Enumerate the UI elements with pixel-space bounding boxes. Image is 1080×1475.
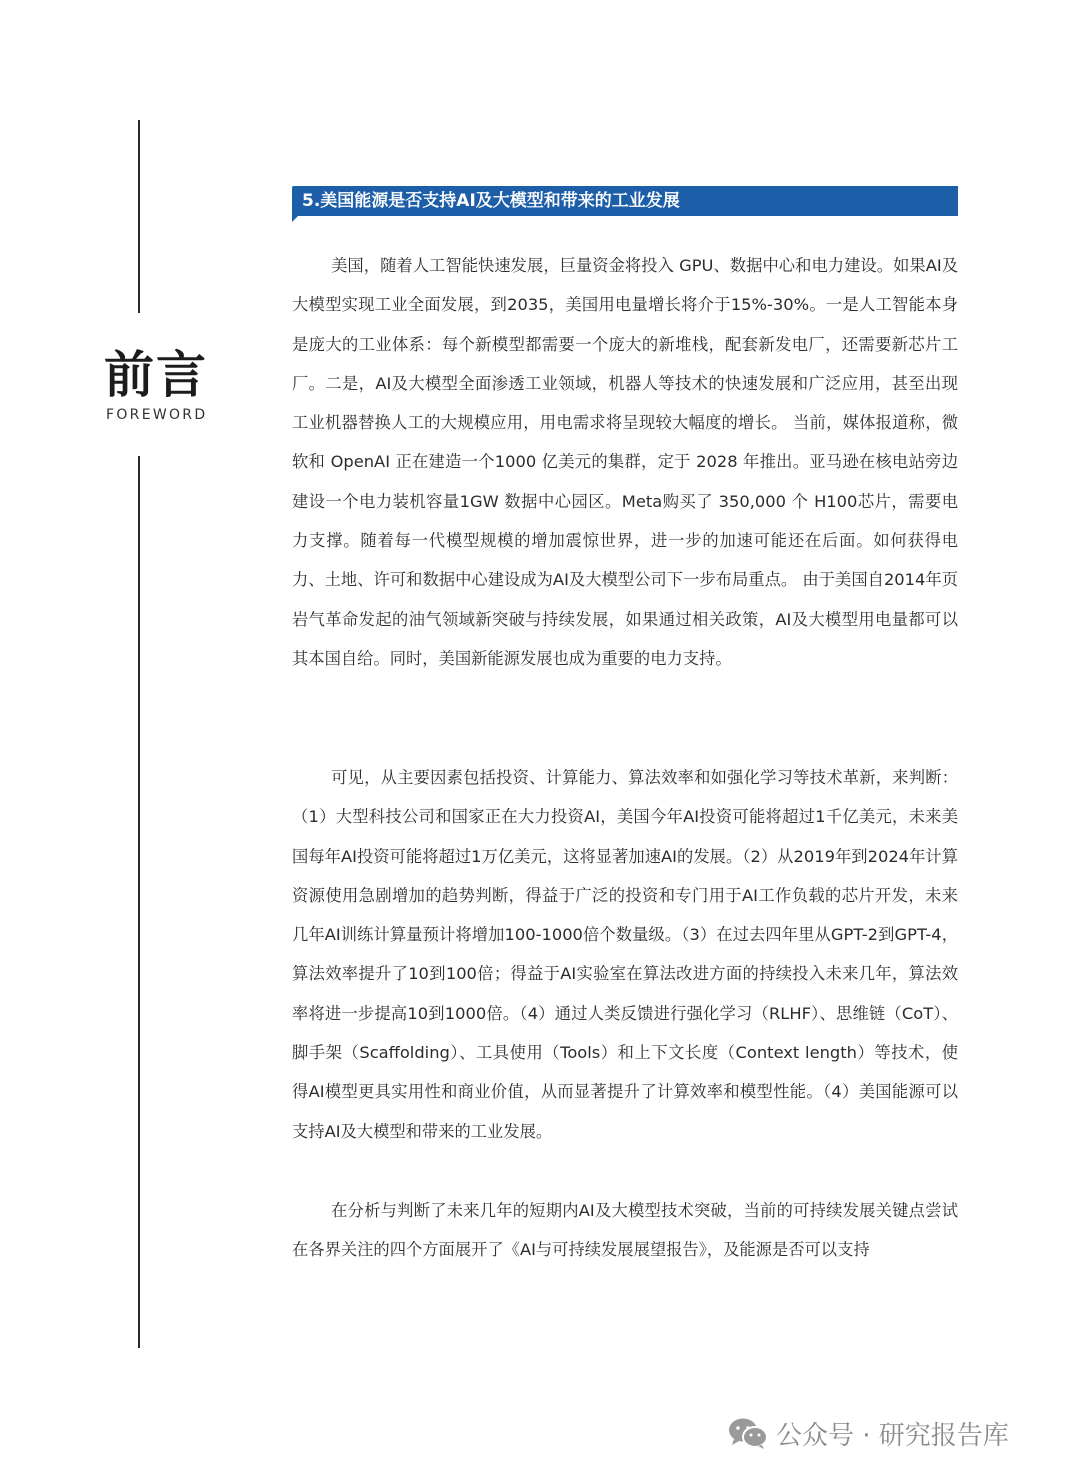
watermark-text: 公众号 · 研究报告库 [776,1420,1009,1451]
wechat-icon [728,1416,768,1450]
watermark [728,1413,1009,1453]
paragraph-1: 美国，随着人工智能快速发展，巨量资金将投入 GPU、数据中心和电力建设。如果AI及大模型实现工业全面发展，到2035，美国用电量增长将介于15%-30%。一是人工智能本身是庞大的工业体系：每个新模型都需要一个庞大的新堆栈，配套新发电厂，还需要新芯片工厂。二是，AI及大模型全面渗透工业领域，机器人等技术的快速发展和广泛应用，甚至出现工业机器替换人工的大规模应用，用电需求将呈现较大幅度的增长。 当前，媒体报道称，微软和 OpenAI 正在建造一个1000 亿美元的集群，定于 2028 年推出。亚马逊在核电站旁边建设一个电力装机容量1GW 数据中心园区。Meta购买了 350,000 个 H100芯片，需要电力支撑。随着每一代模型规模的增加震惊世界，进一步的加速可能还在后面。如何获得电力、土地、许可和数据中心建设成为AI及大模型公司下一步布局重点。 由于美国自2014年页岩气革命发起的油气领域新突破与持续发展，如果通过相关政策，AI及大模型用电量都可以其本国自给。同时，美国新能源发展也成为重要的电力支持。 [292,256,958,668]
paragraph-3: 在分析与判断了未来几年的短期内AI及大模型技术突破，当前的可持续发展关键点尝试在各界关注的四个方面展开了《AI与可持续发展展望报告》，及能源是否可以支持 [292,1201,958,1260]
paragraph-block [292,1191,958,1270]
paragraph-block [292,758,958,1151]
paragraph-2: 可见，从主要因素包括投资、计算能力、算法效率和如强化学习等技术革新，来判断：（1）大型科技公司和国家正在大力投资AI，美国今年AI投资可能将超过1千亿美元，未来美国每年AI投资可能将超过1万亿美元，这将显著加速AI的发展。（2）从2019年到2024年计算资源使用急剧增加的趋势判断，得益于广泛的投资和专门用于AI工作负载的芯片开发，未来几年AI训练计算量预计将增加100-1000倍个数量级。（3）在过去四年里从GPT-2到GPT-4，算法效率提升了10到100倍；得益于AI实验室在算法改进方面的持续投入未来几年，算法效率将进一步提高10到1000倍。（4）通过人类反馈进行强化学习（RLHF）、思维链（CoT）、脚手架（Scaffolding）、工具使用（Tools）和上下文长度（Context length）等技术，使得AI模型更具实用性和商业价值，从而显著提升了计算效率和模型性能。（4）美国能源可以支持AI及大模型和带来的工业发展。 [292,768,958,1141]
section-heading: 5.美国能源是否支持AI及大模型和带来的工业发展 [302,191,680,211]
page-subtitle: FOREWORD [106,407,208,423]
section-heading-bar [292,186,958,216]
page-title: 前言 [104,346,208,404]
sidebar-divider-bottom [138,456,140,1348]
sidebar-divider-top [138,120,140,313]
paragraph-block [292,246,958,678]
